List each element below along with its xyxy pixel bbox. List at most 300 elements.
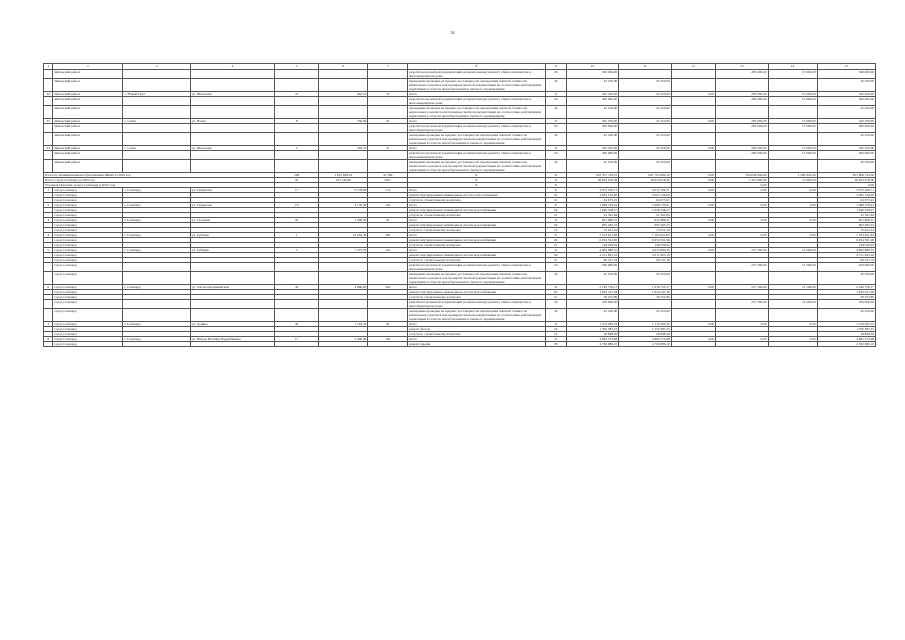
header-cell: 8 xyxy=(408,64,546,70)
header-cell: 10 xyxy=(566,64,619,70)
table-cell: проведение проверки на предмет достоверности определения сметной стоимости капитального ремонта или проверки сметной документации на соответствие действующим нормативам в области ценообразования в сметного нормирования xyxy=(408,309,546,322)
table-cell xyxy=(319,151,368,160)
table-cell xyxy=(275,309,319,322)
table-cell: город Салехард xyxy=(53,198,123,203)
table-cell: 621 886,57 xyxy=(817,218,875,223)
table-cell: 1 379 285,52 xyxy=(817,322,875,327)
table-cell: 300 000,00 xyxy=(817,70,875,79)
table-cell xyxy=(619,151,672,160)
table-cell: 250 000,00 xyxy=(817,300,875,309)
table-cell: услуги по строительному контролю xyxy=(408,243,546,248)
header-cell: 13 xyxy=(716,64,769,70)
table-cell: 2 xyxy=(275,146,319,151)
table-row xyxy=(44,342,876,347)
table-cell: ул. Губкина xyxy=(191,248,275,253)
table-cell xyxy=(619,124,672,133)
table-cell: X xyxy=(545,203,566,208)
table-cell: 204 xyxy=(368,285,408,290)
table-row xyxy=(44,124,876,133)
header-cell: 15 xyxy=(817,64,875,70)
table-cell: 345 250,00 xyxy=(566,146,619,151)
table-cell xyxy=(768,133,817,146)
table-cell: 22 xyxy=(275,92,319,97)
table-cell: 952 357 729,01 xyxy=(566,173,619,178)
table-cell xyxy=(44,160,53,173)
table-cell xyxy=(716,272,769,285)
table-cell: 250 000,00 xyxy=(817,263,875,272)
table-cell xyxy=(619,70,672,79)
table-cell: 0,00 xyxy=(671,233,715,238)
table-cell: X xyxy=(545,285,566,290)
table-cell: 34 xyxy=(545,79,566,92)
table-cell: 22 xyxy=(368,119,408,124)
table-cell: город Салехард xyxy=(53,258,123,263)
table-cell: 2 168 750,17 xyxy=(566,285,619,290)
table-cell xyxy=(191,160,275,173)
table-cell: 34 xyxy=(545,133,566,146)
table-cell: ремонт внутридомовых инженерных систем водоснабжения xyxy=(408,238,546,243)
table-cell: проведение проверки на предмет достоверности определения сметной стоимости капитального ремонта или проверки сметной документации на соответствие действующим нормативам в области ценообразования в сметного нормирования xyxy=(408,272,546,285)
table-cell: ул. Новая xyxy=(191,119,275,124)
table-cell: итого xyxy=(408,92,546,97)
table-cell: 15 000,00 xyxy=(768,151,817,160)
table-cell xyxy=(671,124,715,133)
table-cell: 0,00 xyxy=(671,188,715,193)
table-cell xyxy=(671,272,715,285)
table-cell: 345 250,00 xyxy=(817,92,875,97)
table-cell: 0,00 xyxy=(671,337,715,342)
table-cell: 4 612 880,35 xyxy=(619,248,672,253)
table-cell xyxy=(275,106,319,119)
table-cell: 6 xyxy=(44,285,53,290)
table-cell: 8 xyxy=(44,337,53,342)
table-cell xyxy=(275,70,319,79)
header-cell: 3 xyxy=(123,64,191,70)
table-cell: 1 589 841,09 xyxy=(768,173,817,178)
table-cell xyxy=(191,342,275,347)
table-cell: 953 808 724,56 xyxy=(817,173,875,178)
table-row xyxy=(44,79,876,92)
table-cell: 300 000,00 xyxy=(817,124,875,133)
table-cell: город Салехард xyxy=(53,218,123,223)
table-cell: 167 340,00 xyxy=(319,178,368,183)
table-cell: 8 xyxy=(275,119,319,124)
table-cell xyxy=(671,97,715,106)
table-cell: X xyxy=(545,337,566,342)
table-cell: итого xyxy=(408,248,546,253)
table-cell: 6 954 591,90 xyxy=(566,238,619,243)
table-cell: ремонт крыши xyxy=(408,342,546,347)
table-cell: 4 xyxy=(44,233,53,238)
table-cell xyxy=(319,309,368,322)
table-cell: г. Салехард xyxy=(123,337,191,342)
table-cell xyxy=(191,272,275,285)
table-cell: 174 xyxy=(368,188,408,193)
table-cell: Ямальский район xyxy=(53,124,123,133)
table-cell: 4 760 686,10 xyxy=(619,342,672,347)
table-cell: г. Салехард xyxy=(123,322,191,327)
table-cell xyxy=(275,124,319,133)
table-cell: X xyxy=(545,183,566,188)
table-cell: 15 021,24 xyxy=(817,228,875,233)
table-cell xyxy=(368,151,408,160)
table-cell: 96 537,19 xyxy=(817,258,875,263)
table-cell xyxy=(368,263,408,272)
table-cell: 285 000,00 xyxy=(716,92,769,97)
table-cell: 0,00 xyxy=(716,188,769,193)
table-cell xyxy=(275,97,319,106)
table-cell: 64 673,91 xyxy=(817,198,875,203)
table-cell: 621 886,57 xyxy=(619,218,672,223)
table-cell: 4 962 880,35 xyxy=(817,248,875,253)
table-cell: 4 760 686,10 xyxy=(817,342,875,347)
table-cell: 45 250,00 xyxy=(566,106,619,119)
table-cell xyxy=(123,70,191,79)
table-cell: Ямальский район xyxy=(53,160,123,173)
table-cell: 0,00 xyxy=(671,92,715,97)
table-cell: услуги по строительному контролю xyxy=(408,213,546,218)
table-cell: 0,00 xyxy=(716,337,769,342)
table-cell: 191 xyxy=(368,248,408,253)
table-cell: 04 xyxy=(545,208,566,213)
table-cell: ул. Ленина xyxy=(191,322,275,327)
table-cell xyxy=(619,300,672,309)
table-cell: 1 646 338,27 xyxy=(817,208,875,213)
table-row xyxy=(44,97,876,106)
table-cell: Ямальский район xyxy=(53,133,123,146)
table-cell: 250 000,00 xyxy=(566,263,619,272)
table-cell xyxy=(275,79,319,92)
table-cell: 0,00 xyxy=(671,218,715,223)
table-cell: 40 xyxy=(275,322,319,327)
table-cell xyxy=(123,133,191,146)
table-cell xyxy=(123,272,191,285)
table-cell: 1 834 247,28 xyxy=(817,290,875,295)
table-cell xyxy=(368,124,408,133)
table-cell: 17а xyxy=(275,203,319,208)
table-cell xyxy=(716,342,769,347)
table-cell: 45 250,00 xyxy=(817,309,875,322)
table-cell: 15 000,00 xyxy=(768,92,817,97)
table-cell: 6 178,00 xyxy=(319,188,368,193)
table-cell xyxy=(671,70,715,79)
table-cell: город Салехард xyxy=(53,300,123,309)
table-cell: ремонт внутридомовых инженерных систем теплоснабжения xyxy=(408,193,546,198)
table-cell: 237 500,00 xyxy=(716,248,769,253)
total-label-cell: Условная Перечень (город Салехард) в 2025 году xyxy=(44,183,275,188)
table-cell: 20 xyxy=(275,218,319,223)
table-cell xyxy=(123,160,191,173)
table-cell: 37 xyxy=(368,146,408,151)
table-cell: ул. Гаврилова xyxy=(191,188,275,193)
table-cell: 237 500,00 xyxy=(716,300,769,309)
table-cell: 1 350 387,23 xyxy=(619,327,672,332)
table-cell xyxy=(44,79,53,92)
table-cell: 0,00 xyxy=(671,146,715,151)
table-cell: 42 xyxy=(368,322,408,327)
table-cell: 45 250,00 xyxy=(817,79,875,92)
table-cell: 1 368,30 xyxy=(319,218,368,223)
table-cell: 345 250,00 xyxy=(566,119,619,124)
table-cell: разработка проектной документации на капитальному ремонту общего имущества в многоквартирном доме xyxy=(408,263,546,272)
table-cell: город Салехард xyxy=(53,295,123,300)
table-cell: 0,00 xyxy=(768,188,817,193)
header-cell: 5 xyxy=(275,64,319,70)
table-cell: услуги по строительному контролю xyxy=(408,198,546,203)
table-cell xyxy=(671,79,715,92)
table-cell: 4 176,50 xyxy=(319,203,368,208)
table-cell xyxy=(768,272,817,285)
table-cell: 45 250,00 xyxy=(619,92,672,97)
table-cell: 21 xyxy=(545,258,566,263)
table-cell: 0,00 xyxy=(768,233,817,238)
table-cell: ул. Гагарина xyxy=(191,218,275,223)
table-cell xyxy=(275,160,319,173)
table-cell: 0,00 xyxy=(768,322,817,327)
table-cell: город Салехард xyxy=(53,285,123,290)
table-cell: Ямальский район xyxy=(53,92,123,97)
table-cell: X xyxy=(545,178,566,183)
header-cell: 6 xyxy=(319,64,368,70)
table-cell xyxy=(123,151,191,160)
table-cell: 45 250,00 xyxy=(566,272,619,285)
table-cell: Ямальский район xyxy=(53,151,123,160)
table-cell: г. Салехард xyxy=(123,285,191,290)
table-cell xyxy=(191,133,275,146)
table-cell: 15 000,00 xyxy=(768,70,817,79)
table-cell: 345 250,00 xyxy=(817,146,875,151)
table-cell: итого xyxy=(408,146,546,151)
table-cell xyxy=(44,133,53,146)
table-cell: разработка проектной документации на капитальному ремонту общего имущества в многоквартирном доме xyxy=(408,124,546,133)
table-cell xyxy=(275,263,319,272)
table-cell: услуги по строительному контролю xyxy=(408,332,546,337)
table-cell: 96 537,19 xyxy=(619,258,672,263)
table-cell: 41 586 xyxy=(368,173,408,178)
table-cell: 124 xyxy=(368,203,408,208)
table-cell: 15 000,00 xyxy=(768,119,817,124)
table-cell: 20 xyxy=(545,97,566,106)
table-cell: 34 xyxy=(44,146,53,151)
table-cell: 24 xyxy=(545,327,566,332)
table-cell: 15 021,24 xyxy=(619,228,672,233)
table-cell: 2657 xyxy=(368,178,408,183)
table-cell: 39 252,89 xyxy=(619,295,672,300)
table-cell: 0,00 xyxy=(671,322,715,327)
table-cell: 4 862 573,98 xyxy=(817,337,875,342)
table-cell: город Салехард xyxy=(53,327,123,332)
table-cell: 6 954 591,90 xyxy=(619,238,672,243)
table-cell: X xyxy=(545,188,566,193)
table-cell: 12 500,00 xyxy=(768,300,817,309)
table-cell: X xyxy=(545,173,566,178)
table-cell: ул. Школьная xyxy=(191,92,275,97)
table-cell: 330 058 000,00 xyxy=(716,173,769,178)
table-cell: 3 xyxy=(44,218,53,223)
table-cell: Ямальский район xyxy=(53,106,123,119)
table-cell: 64 673,91 xyxy=(566,198,619,203)
table-cell: 300 000,00 xyxy=(566,124,619,133)
table-cell: 285 000,00 xyxy=(716,70,769,79)
table-cell: 300 000,00 xyxy=(566,70,619,79)
table-cell: 45 250,00 xyxy=(566,309,619,322)
table-cell xyxy=(368,106,408,119)
table-cell xyxy=(716,133,769,146)
table-cell xyxy=(716,106,769,119)
table-cell xyxy=(123,342,191,347)
table-cell: 1 646 338,27 xyxy=(619,208,672,213)
table-cell: итого xyxy=(408,218,546,223)
table-cell: 1 918 750,17 xyxy=(619,285,672,290)
table-cell: 15 000,00 xyxy=(768,97,817,106)
table-cell: 10 044,30 xyxy=(319,233,368,238)
table-cell: 45 250,00 xyxy=(619,160,672,173)
table-cell: 04 xyxy=(545,223,566,228)
table-cell: 300 000,00 xyxy=(566,151,619,160)
table-cell: 04 xyxy=(545,238,566,243)
table-cell: 12 500,00 xyxy=(768,285,817,290)
table-cell: 3 072 169,71 xyxy=(566,188,619,193)
table-cell xyxy=(716,160,769,173)
table-cell xyxy=(44,70,53,79)
table-cell xyxy=(275,272,319,285)
table-cell: разработка проектной документации на капитальному ремонту общего имущества в многоквартирном доме xyxy=(408,300,546,309)
table-row xyxy=(44,106,876,119)
table-cell: 4 960,00 xyxy=(319,285,368,290)
table-cell: 300 000,00 xyxy=(566,97,619,106)
table-cell: X xyxy=(545,146,566,151)
table-cell: X xyxy=(545,218,566,223)
table-cell: 22 391,64 xyxy=(619,213,672,218)
table-cell: 08 xyxy=(545,342,566,347)
table-cell xyxy=(191,300,275,309)
capital-repair-table xyxy=(43,63,876,347)
table-cell: 45 250,00 xyxy=(619,119,672,124)
table-cell xyxy=(319,272,368,285)
table-cell: разработка проектной документации на капитальному ремонту общего имущества в многоквартирном доме xyxy=(408,70,546,79)
table-cell: 52 xyxy=(368,218,408,223)
table-cell: 0,00 xyxy=(671,248,715,253)
table-cell: 1 350 387,23 xyxy=(566,327,619,332)
table-cell: ул. Зои Космодемьянской xyxy=(191,285,275,290)
table-cell: 15 021,24 xyxy=(566,228,619,233)
table-cell: 20 xyxy=(545,70,566,79)
table-cell: 1 668 729,91 xyxy=(619,203,672,208)
table-cell xyxy=(44,97,53,106)
table-cell: 2 xyxy=(44,203,53,208)
table-cell: город Салехард xyxy=(53,253,123,258)
table-cell: 22 391,64 xyxy=(817,213,875,218)
table-cell xyxy=(275,151,319,160)
table-cell xyxy=(191,151,275,160)
table-cell: 1 xyxy=(275,233,319,238)
table-cell: услуги по строительному контролю xyxy=(408,228,546,233)
table-cell: X xyxy=(545,322,566,327)
table-cell: 285 000,00 xyxy=(716,119,769,124)
table-cell xyxy=(768,309,817,322)
table-cell: Ямальский район xyxy=(53,79,123,92)
table-cell: проведение проверки на предмет достоверности определения сметной стоимости капитального ремонта или проверки сметной документации на соответствие действующим нормативам в области ценообразования в сметного нормирования xyxy=(408,79,546,92)
table-cell: 45 250,00 xyxy=(619,133,672,146)
header-cell: 11 xyxy=(619,64,672,70)
table-cell: ремонт внутридомовых инженерных систем водоснабжения xyxy=(408,290,546,295)
table-cell xyxy=(368,160,408,173)
table-cell: 32 xyxy=(44,92,53,97)
table-cell: итого xyxy=(408,233,546,238)
table-cell xyxy=(768,160,817,173)
table-cell: город Салехард xyxy=(53,203,123,208)
table-cell: услуги по строительному контролю xyxy=(408,258,546,263)
table-cell: 4 862 573,98 xyxy=(566,337,619,342)
table-cell: 285 000,00 xyxy=(716,151,769,160)
table-cell: 0,00 xyxy=(716,203,769,208)
table-cell: город Салехард xyxy=(53,233,123,238)
table-cell xyxy=(768,342,817,347)
table-cell xyxy=(275,133,319,146)
table-cell: 45 250,00 xyxy=(566,79,619,92)
table-cell xyxy=(368,97,408,106)
table-cell xyxy=(671,106,715,119)
table-cell: 75 000,00 xyxy=(768,178,817,183)
table-cell xyxy=(191,79,275,92)
table-cell xyxy=(123,97,191,106)
table-cell: ремонт внутридомовых инженерных систем водоснабжения xyxy=(408,223,546,228)
table-cell: 1 668 729,91 xyxy=(817,203,875,208)
table-cell: 20 xyxy=(545,300,566,309)
table-row xyxy=(44,70,876,79)
table-cell: 0,00 xyxy=(671,119,715,124)
table-cell: г. Салехард xyxy=(123,188,191,193)
table-cell: город Салехард xyxy=(53,322,123,327)
table-cell: проведение проверки на предмет достоверности определения сметной стоимости капитального ремонта или проверки сметной документации на соответствие действующим нормативам в области ценообразования в сметного нормирования xyxy=(408,160,546,173)
table-cell: 21 xyxy=(545,213,566,218)
total-label-cell: Итого по муниципальным образованиям ЯНАО за 2025 год xyxy=(44,173,275,178)
table-cell: ул. Гаврилова xyxy=(191,203,275,208)
table-cell xyxy=(671,263,715,272)
table-cell: 21 xyxy=(545,295,566,300)
table-cell: 1 379 285,52 xyxy=(566,322,619,327)
table-cell xyxy=(368,79,408,92)
table-cell: 3 396,90 xyxy=(319,337,368,342)
table-cell xyxy=(275,342,319,347)
table-cell xyxy=(123,124,191,133)
table-cell xyxy=(368,300,408,309)
table-cell: 605 465,33 xyxy=(817,223,875,228)
table-cell: 3 005 126,90 xyxy=(619,193,672,198)
table-cell: ул. Школьная xyxy=(191,146,275,151)
table-cell: 7 xyxy=(44,322,53,327)
table-cell: 3 072 169,71 xyxy=(817,188,875,193)
table-cell: 15 000,00 xyxy=(768,146,817,151)
table-cell xyxy=(716,79,769,92)
table-cell: 0,00 xyxy=(768,218,817,223)
table-cell: город Салехард xyxy=(53,208,123,213)
table-cell: проведение проверки на предмет достоверности определения сметной стоимости капитального ремонта или проверки сметной документации на соответствие действующим нормативам в области ценообразования в сметного нормирования xyxy=(408,133,546,146)
table-cell: 7 797,50 xyxy=(319,248,368,253)
table-cell: 45 250,00 xyxy=(817,106,875,119)
header-cell: 12 xyxy=(671,64,715,70)
table-cell: город Салехард xyxy=(53,243,123,248)
table-cell xyxy=(123,79,191,92)
table-cell: 28 898,29 xyxy=(566,332,619,337)
table-cell xyxy=(671,133,715,146)
table-cell: 0,00 xyxy=(671,203,715,208)
table-cell: X xyxy=(545,119,566,124)
table-cell: 21 xyxy=(545,243,566,248)
table-cell: 45 250,00 xyxy=(619,272,672,285)
table-cell: 148 039,92 xyxy=(619,243,672,248)
table-cell xyxy=(319,133,368,146)
